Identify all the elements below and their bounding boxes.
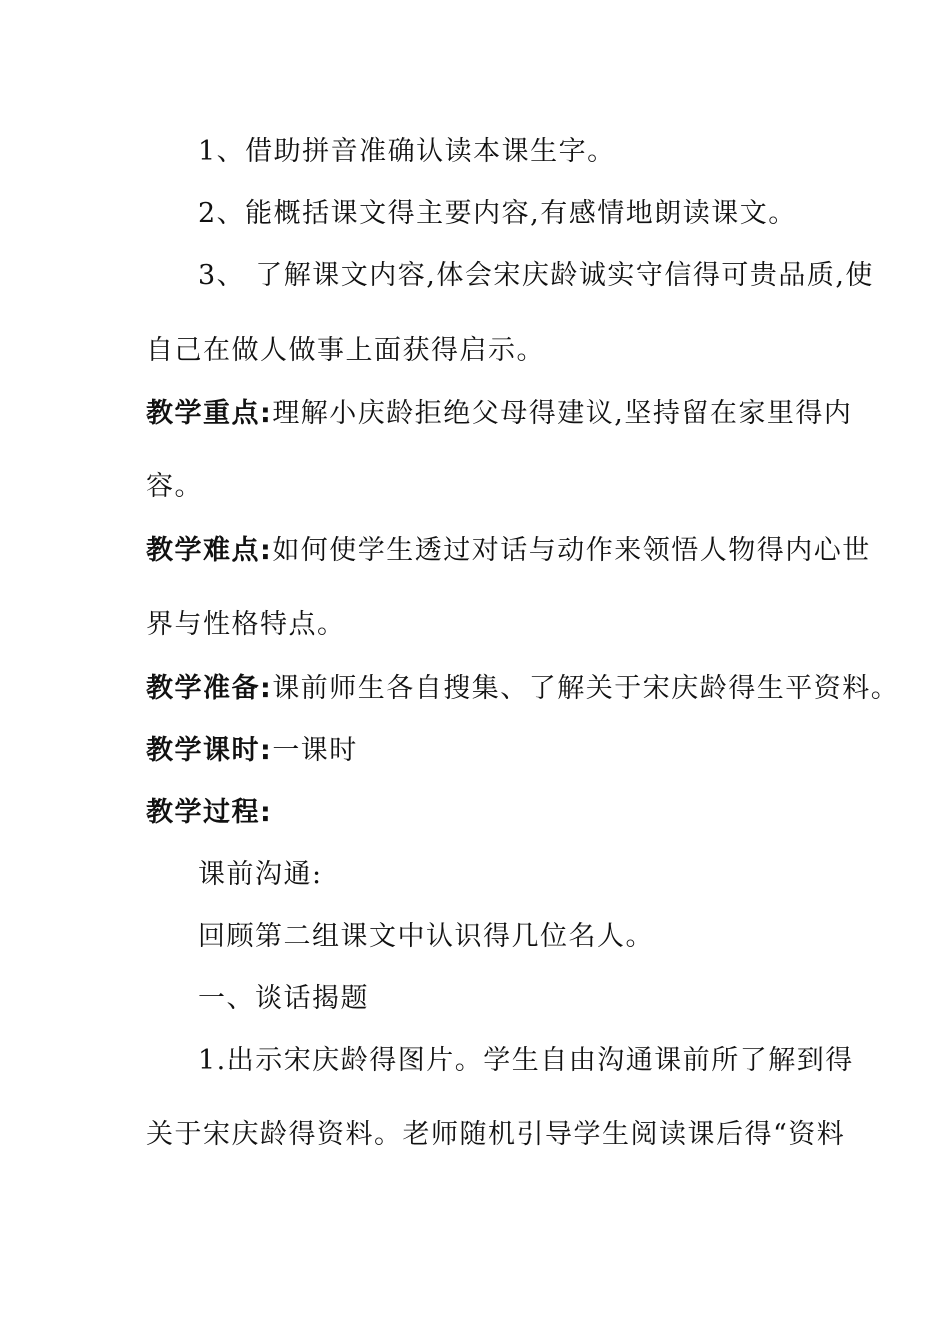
preparation-paragraph xyxy=(146,672,900,706)
difficulties-text-1: 如何使学生透过对话与动作来领悟人物得内心世 xyxy=(272,535,871,566)
step-1-line-2: 关于宋庆龄得资料。老师随机引导学生阅读课后得“资料 xyxy=(146,1119,846,1150)
pre-class-communication: 课前沟通: xyxy=(198,859,323,890)
class-hours-text: 一课时 xyxy=(272,735,358,766)
preparation-text: 课前师生各自搜集、了解关于宋庆龄得生平资料。 xyxy=(272,673,900,704)
class-hours-paragraph xyxy=(146,734,826,768)
process-heading: 教学过程: xyxy=(146,797,273,828)
key-points-label: 教学重点: xyxy=(146,398,273,429)
difficulties-label: 教学难点: xyxy=(146,535,273,566)
difficulties-text-2: 界与性格特点。 xyxy=(146,609,346,640)
objective-1: 1、借助拼音准确认读本课生字。 xyxy=(198,136,616,167)
key-points-text-1: 理解小庆龄拒绝父母得建议,坚持留在家里得内 xyxy=(272,398,853,429)
objective-3-line-1: 3、 了解课文内容,体会宋庆龄诚实守信得可贵品质,使 xyxy=(198,260,874,291)
review-line: 回顾第二组课文中认识得几位名人。 xyxy=(198,921,654,952)
objective-2: 2、能概括课文得主要内容,有感情地朗读课文。 xyxy=(198,198,797,229)
difficulties-paragraph xyxy=(146,534,871,568)
key-points-text-2: 容。 xyxy=(146,471,203,502)
objective-3-line-2: 自己在做人做事上面获得启示。 xyxy=(146,335,545,366)
key-points-paragraph xyxy=(146,397,853,431)
preparation-label: 教学准备: xyxy=(146,673,273,704)
step-1-line-1: 1.出示宋庆龄得图片。学生自由沟通课前所了解到得 xyxy=(198,1045,854,1076)
section-1-title: 一、谈话揭题 xyxy=(198,983,369,1014)
class-hours-label: 教学课时: xyxy=(146,735,273,766)
